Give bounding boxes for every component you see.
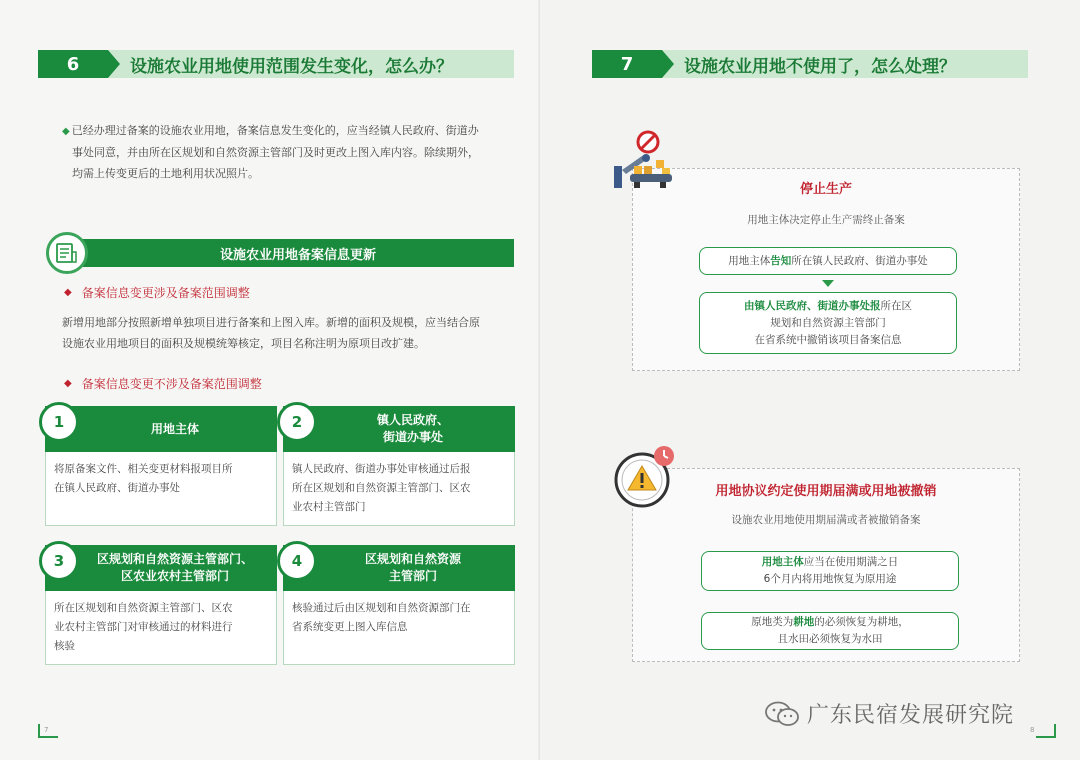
document-icon xyxy=(46,232,88,274)
section-7-header xyxy=(592,50,1028,78)
step-card-2 xyxy=(283,406,515,526)
section-number: 6 xyxy=(38,50,108,78)
text-span: 原地类为 xyxy=(751,616,794,628)
wechat-logo-icon xyxy=(765,701,799,727)
update-banner: 设施农业用地备案信息更新 xyxy=(82,239,514,267)
step-body-line: 镇人民政府、街道办事处审核通过后报 xyxy=(292,463,471,475)
expiry-desc: 设施农业用地使用期届满或者被撤销备案 xyxy=(731,514,921,526)
text-span: 所在区 xyxy=(880,299,912,312)
text-span: 的必须恢复为耕地， xyxy=(814,616,909,628)
arrow-down-icon xyxy=(822,280,834,287)
section-6-header xyxy=(38,50,514,78)
step-heading-text: 街道办事处 xyxy=(382,430,443,444)
step-body-line: 将原备案文件、相关变更材料报项目所 xyxy=(54,463,233,475)
notify-box xyxy=(699,247,957,275)
restore-use-box xyxy=(701,551,959,591)
step-body-line: 在镇人民政府、街道办事处 xyxy=(54,482,180,494)
stop-production-desc: 用地主体决定停止生产需终止备案 xyxy=(747,214,905,226)
alarm-warning-icon xyxy=(612,444,676,512)
step-body-line: 业农村主管部门对审核通过的材料进行 xyxy=(54,621,233,633)
text-span: 应当在使用期满之日 xyxy=(803,556,899,568)
revoke-box xyxy=(699,292,957,354)
stop-production-title: 停止生产 xyxy=(799,182,852,197)
step-body xyxy=(283,452,515,526)
section-title: 设施农业用地使用范围发生变化，怎么办？ xyxy=(108,50,514,78)
step-body-line: 省系统变更上图入库信息 xyxy=(292,621,408,633)
step-heading xyxy=(283,406,515,452)
revoke-line xyxy=(744,298,912,315)
bullet-icon: ◆ xyxy=(62,126,70,137)
bold-text: 用地主体 xyxy=(761,556,804,568)
text-span: 用地主体 xyxy=(728,254,771,267)
section-title: 设施农业用地不使用了，怎么处理？ xyxy=(662,50,1028,78)
diamond-icon: ◆ xyxy=(64,287,72,298)
step-card-4 xyxy=(283,545,515,665)
step-body xyxy=(45,452,277,526)
step-number: 3 xyxy=(39,541,79,581)
step-number: 4 xyxy=(277,541,317,581)
step-body-line: 所在区规划和自然资源主管部门、区农 xyxy=(54,602,233,614)
step-heading xyxy=(45,406,277,452)
paragraph-line: 新增用地部分按照新增单独项目进行备案和上图入库。新增的面积及规模，应当结合原 xyxy=(62,316,480,329)
step-heading xyxy=(283,545,515,591)
farmland-line: 且水田必须恢复为水田 xyxy=(777,633,883,645)
intro-line: 均需上传变更后的土地利用状况照片。 xyxy=(72,167,259,180)
page-corner-mark xyxy=(1036,724,1056,738)
watermark-text: 广东民宿发展研究院 xyxy=(807,703,1015,728)
intro-line: 事处同意，并由所在区规划和自然资源主管部门及时更改上图入库内容。除续期外， xyxy=(72,146,479,159)
step-body xyxy=(283,591,515,665)
step-number: 1 xyxy=(39,402,79,442)
subheading-text: 备案信息变更不涉及备案范围调整 xyxy=(81,377,262,391)
paragraph-line: 设施农业用地项目的面积及规模统筹核定，项目名称注明为原项目改扩建。 xyxy=(62,337,425,350)
revoke-line: 在省系统中撤销该项目备案信息 xyxy=(754,333,902,346)
step-heading-text: 区规划和自然资源 xyxy=(364,552,461,566)
step-card-3 xyxy=(45,545,277,665)
bold-text: 告知 xyxy=(770,254,792,267)
intro-paragraph xyxy=(62,120,522,184)
step-body-line: 核验通过后由区规划和自然资源部门在 xyxy=(292,602,471,614)
bold-text: 由镇人民政府、街道办事处报 xyxy=(744,299,881,312)
right-page xyxy=(540,0,1080,760)
step-body-line: 核验 xyxy=(54,640,75,652)
intro-line: 已经办理过备案的设施农业用地，备案信息发生变化的，应当经镇人民政府、街道办 xyxy=(71,124,479,137)
diamond-icon: ◆ xyxy=(64,378,72,389)
section-number: 7 xyxy=(592,50,662,78)
step-number: 2 xyxy=(277,402,317,442)
scope-change-paragraph xyxy=(62,312,522,354)
restore-line xyxy=(762,554,899,571)
step-heading-text: 区规划和自然资源主管部门、 xyxy=(96,552,253,566)
page-number: 7 xyxy=(44,726,49,734)
step-body xyxy=(45,591,277,665)
page-number: 8 xyxy=(1030,726,1035,734)
step-heading-text: 用地主体 xyxy=(150,421,199,436)
bold-text: 耕地 xyxy=(793,616,815,628)
farmland-line xyxy=(751,614,909,631)
revoke-line: 规划和自然资源主管部门 xyxy=(770,316,886,329)
expiry-title: 用地协议约定使用期届满或用地被撤销 xyxy=(715,484,937,499)
step-heading-text: 主管部门 xyxy=(388,569,437,583)
restore-line: 6个月内将用地恢复为原用途 xyxy=(763,573,897,585)
step-body-line: 所在区规划和自然资源主管部门、区农 xyxy=(292,482,471,494)
step-heading-text: 镇人民政府、 xyxy=(376,413,449,427)
step-heading-text: 区农业农村主管部门 xyxy=(120,569,229,583)
subheading-text: 备案信息变更涉及备案范围调整 xyxy=(81,286,250,300)
subheading-scope-change xyxy=(64,284,250,301)
watermark xyxy=(765,698,1014,729)
step-heading xyxy=(45,545,277,591)
subheading-no-scope-change xyxy=(64,375,262,392)
farmland-box xyxy=(701,612,959,650)
step-card-1 xyxy=(45,406,277,526)
text-span: 所在镇人民政府、街道办事处 xyxy=(791,254,928,267)
notify-line xyxy=(728,253,928,270)
step-body-line: 业农村主管部门 xyxy=(292,501,366,513)
